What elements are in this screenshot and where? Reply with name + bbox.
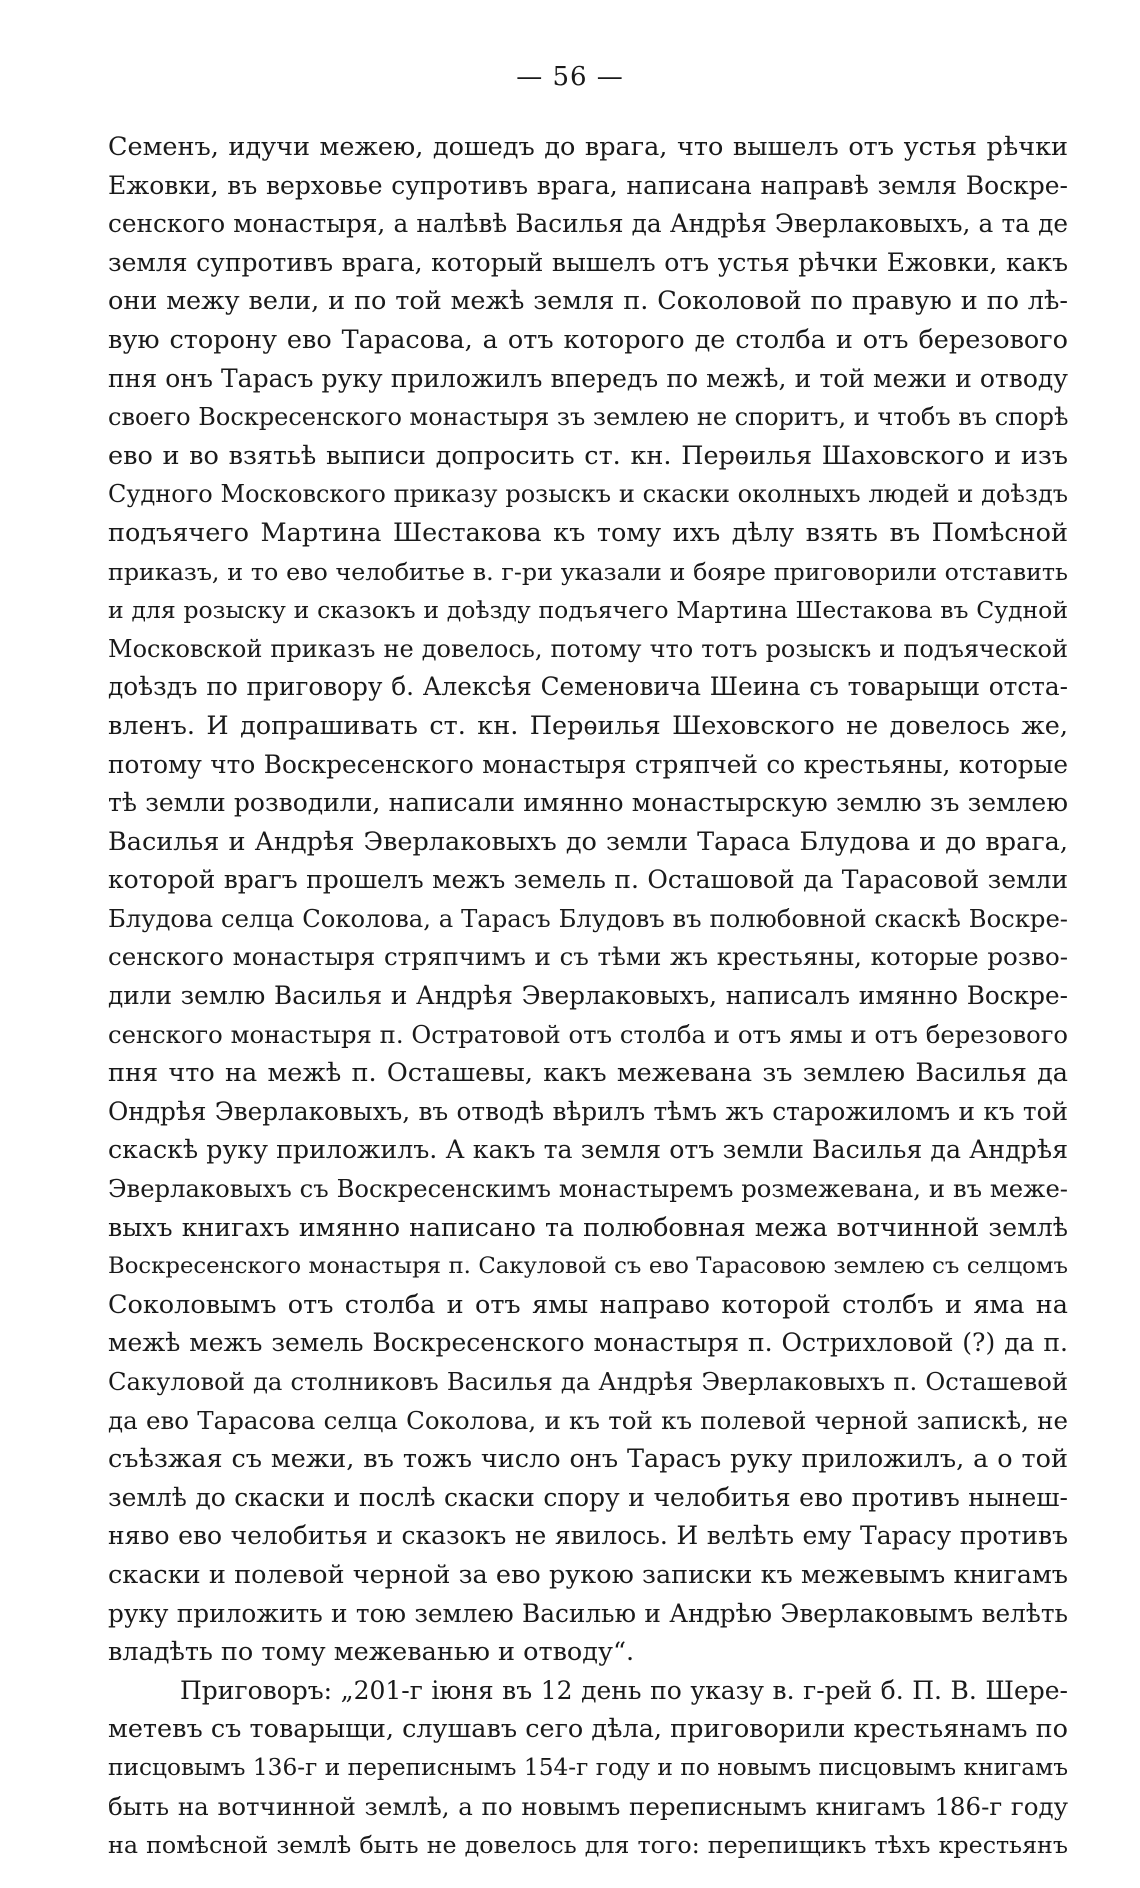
text-line: подъячего Мартина Шестакова къ тому ихъ дѣлу взять въ Помѣсной (108, 517, 1068, 548)
text-line: скаски и полевой черной за ево рукою записки къ межевымъ книгамъ (108, 1559, 1068, 1590)
text-line: они межу вели, и по той межѣ земля п. Соколовой по правую и по лѣ- (108, 286, 1068, 317)
text-line: потому что Воскресенского монастыря стряпчей со крестьяны, которые (108, 749, 1068, 779)
text-line: тѣ земли розводили, написали имянно монастырскую землю зъ землею (108, 788, 1068, 818)
text-line: Судного Московского приказу розыскъ и скаски околныхъ людей и доѣздъ (108, 480, 1068, 509)
text-line: метевъ съ товарыщи, слушавъ сего дѣла, приговорили крестьянамъ по (108, 1714, 1068, 1745)
text-line: на помѣсной землѣ быть не довелось для того: перепищикъ тѣхъ крестьянъ (108, 1831, 1068, 1860)
text-line: и для розыску и сказокъ и доѣзду подъячего Мартина Шестакова въ Судной (108, 596, 1068, 625)
text-line: Эверлаковыхъ съ Воскресенскимъ монастыремъ розмежевана, и въ меже- (108, 1174, 1068, 1204)
text-line: которой врагъ прошелъ межъ земель п. Осташовой да Тарасовой земли (108, 865, 1068, 895)
text-line: Ондрѣя Эверлаковыхъ, въ отводѣ вѣрилъ тѣмъ жъ старожиломъ и къ той (108, 1096, 1068, 1126)
text-line: дили землю Василья и Андрѣя Эверлаковыхъ, написалъ имянно Воскре- (108, 981, 1068, 1011)
text-line: Василья и Андрѣя Эверлаковыхъ до земли Тараса Блудова и до врага, (108, 826, 1068, 857)
text-line: ево и во взятьѣ выписи допросить ст. кн. Перѳилья Шаховского и изъ (108, 440, 1068, 471)
text-line: съѣзжая съ межи, въ тожъ число онъ Тарасъ руку приложилъ, а о той (108, 1444, 1068, 1475)
text-line: вленъ. И допрашивать ст. кн. Перѳилья Шеховского не довелось же, (108, 710, 1068, 741)
text-line: доѣздъ по приговору б. Алексѣя Семеновича Шеина съ товарыщи отста- (108, 672, 1068, 702)
text-line: Сакуловой да столниковъ Василья да Андрѣя Эверлаковыхъ п. Осташевой (108, 1367, 1068, 1396)
text-line: Ежовки, въ верховье супротивъ врага, написана направѣ земля Воскре- (108, 170, 1068, 200)
text-line: Московской приказъ не довелось, потому что тотъ розыскъ и подъяческой (108, 634, 1068, 663)
text-line: сенского монастыря п. Остратовой отъ столба и отъ ямы и отъ березового (108, 1019, 1068, 1049)
body-text (108, 128, 1068, 1865)
text-line: Воскресенского монастыря п. Сакуловой съ ево Тарасовою землею съ селцомъ (108, 1253, 1068, 1280)
text-line: пня что на межѣ п. Осташевы, какъ межевана зъ землею Василья да (108, 1058, 1068, 1089)
text-line: писцовымъ 136-г и переписнымъ 154-г году и по новымъ писцовымъ книгамъ (108, 1753, 1068, 1781)
text-line: межѣ межъ земель Воскресенского монастыря п. Острихловой (?) да п. (108, 1328, 1068, 1358)
text-line: руку приложить и тою землею Василью и Андрѣю Эверлаковымъ велѣть (108, 1598, 1068, 1628)
text-line: скаскѣ руку приложилъ. А какъ та земля отъ земли Василья да Андрѣя (108, 1135, 1068, 1165)
text-line: владѣть по тому межеванью и отводу“. (108, 1637, 635, 1668)
text-line: выхъ книгахъ имянно написано та полюбовная межа вотчинной землѣ (108, 1212, 1068, 1242)
text-line: Соколовымъ отъ столба и отъ ямы направо которой столбъ и яма на (108, 1289, 1068, 1320)
text-line: пня онъ Тарасъ руку приложилъ впередъ по межѣ, и той межи и отводу (108, 363, 1068, 393)
text-line: земля супротивъ врага, который вышелъ отъ устья рѣчки Ежовки, какъ (108, 247, 1068, 277)
text-line: вую сторону ево Тарасова, а отъ которого де столба и отъ березового (108, 324, 1068, 355)
text-line: сенского монастыря, а налѣвѣ Василья да Андрѣя Эверлаковыхъ, а та де (108, 209, 1068, 239)
text-line: Семенъ, идучи межею, дошедъ до врага, что вышелъ отъ устья рѣчки (108, 132, 1068, 162)
text-line: приказъ, и то ево челобитье в. г-ри указали и бояре приговорили отставить (108, 557, 1068, 586)
text-line: своего Воскресенского монастыря зъ землею не споритъ, и чтобъ въ спорѣ (108, 403, 1069, 432)
text-line: землѣ до скаски и послѣ скаски спору и челобитья ево противъ нынеш- (108, 1482, 1068, 1512)
text-line: да ево Тарасова селца Соколова, и къ той къ полевой черной запискѣ, не (108, 1405, 1068, 1435)
text-line: Блудова селца Соколова, а Тарасъ Блудовъ въ полюбовной скаскѣ Воскре- (108, 903, 1068, 933)
text-line: Приговоръ: „201-г іюня въ 12 день по указу в. г-рей б. П. В. Шере- (180, 1675, 1068, 1705)
text-line: няво ево челобитья и сказокъ не явилось. И велѣть ему Тарасу противъ (108, 1521, 1068, 1551)
text-line: сенского монастыря стряпчимъ и съ тѣми жъ крестьяны, которые розво- (108, 942, 1068, 972)
text-line: быть на вотчинной землѣ, а по новымъ переписнымъ книгамъ 186-г году (108, 1791, 1068, 1821)
page-number: — 56 — (516, 62, 624, 92)
